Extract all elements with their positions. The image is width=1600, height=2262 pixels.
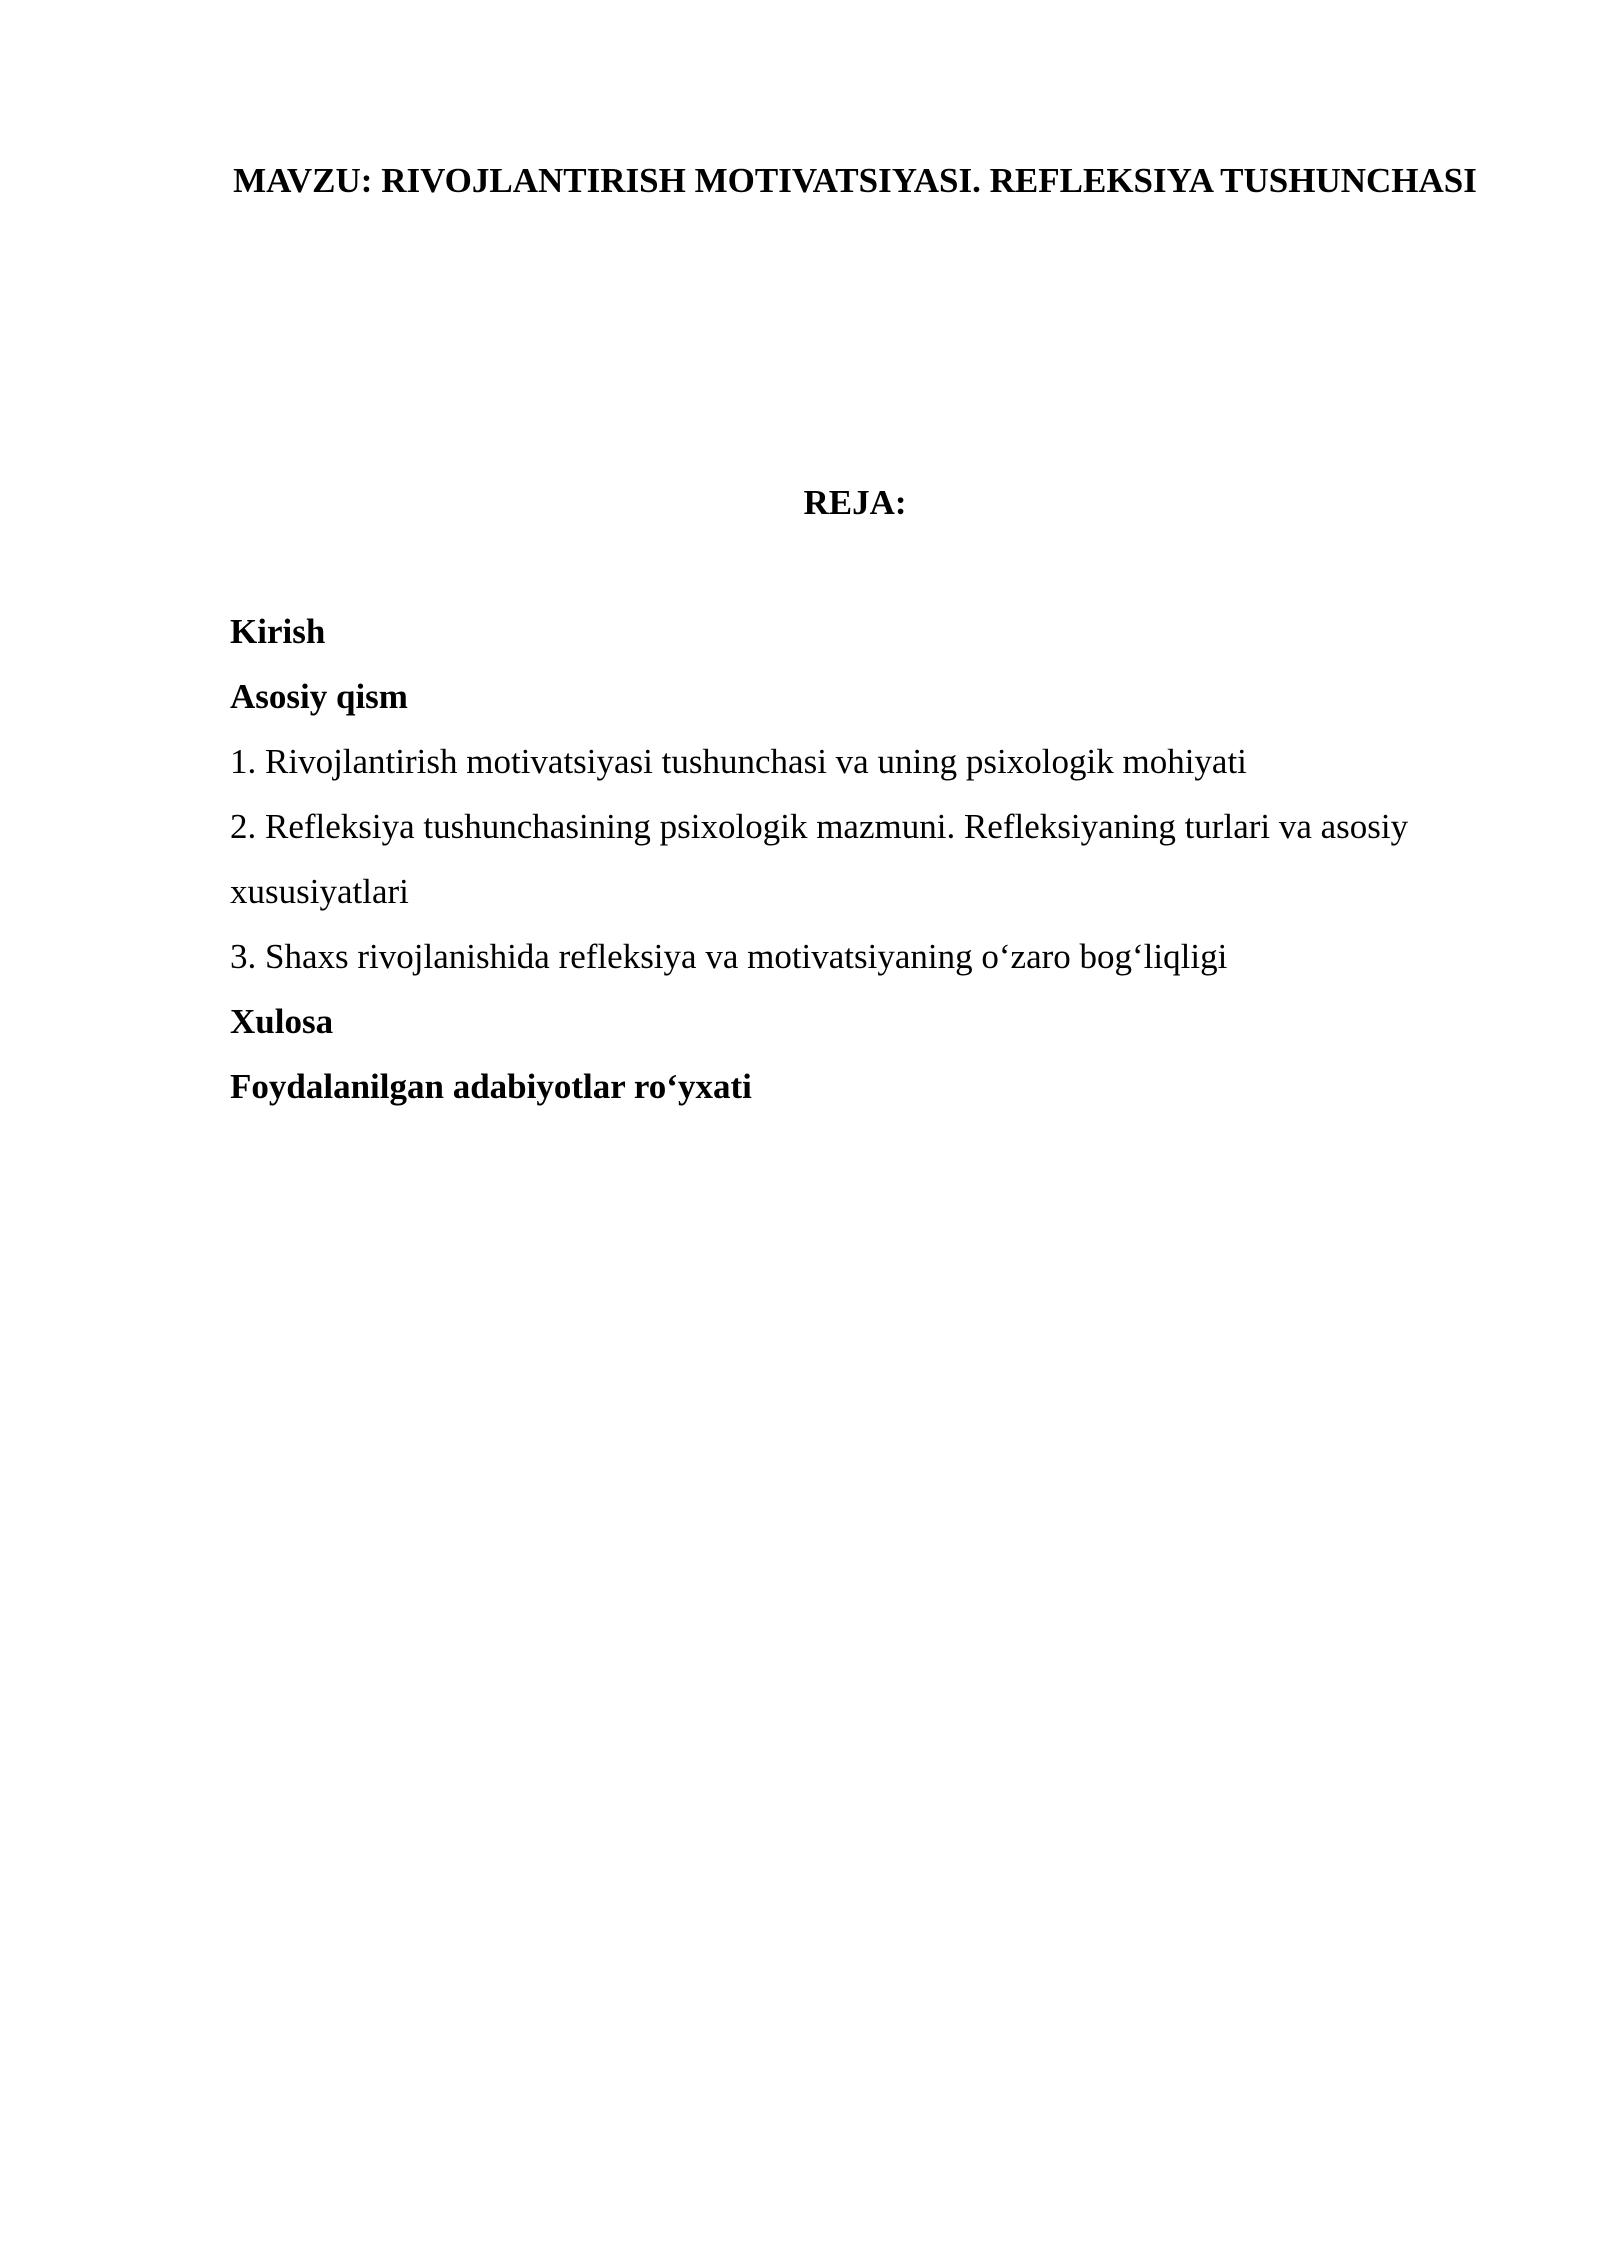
plan-list bbox=[230, 599, 1530, 1119]
plan-item-references: Foydalanilgan adabiyotlar ro‘yxati bbox=[230, 1067, 752, 1106]
plan-item-2: 2. Refleksiya tushunchasining psixologik mazmuni. Refleksiyaning turlari va asosiy xususiyatlari bbox=[230, 807, 1409, 911]
plan-heading: REJA: bbox=[803, 483, 907, 522]
plan-item-3: 3. Shaxs rivojlanishida refleksiya va motivatsiyaning o‘zaro bog‘liqligi bbox=[230, 937, 1228, 976]
plan-item-conclusion: Xulosa bbox=[230, 1002, 334, 1041]
plan-item-introduction: Kirish bbox=[230, 612, 326, 651]
document-title: MAVZU: RIVOJLANTIRISH MOTIVATSIYASI. REFLEKSIYA TUSHUNCHASI bbox=[233, 161, 1477, 200]
plan-item-main-part: Asosiy qism bbox=[230, 677, 408, 716]
plan-item-1: 1. Rivojlantirish motivatsiyasi tushunchasi va uning psixologik mohiyati bbox=[230, 742, 1247, 781]
